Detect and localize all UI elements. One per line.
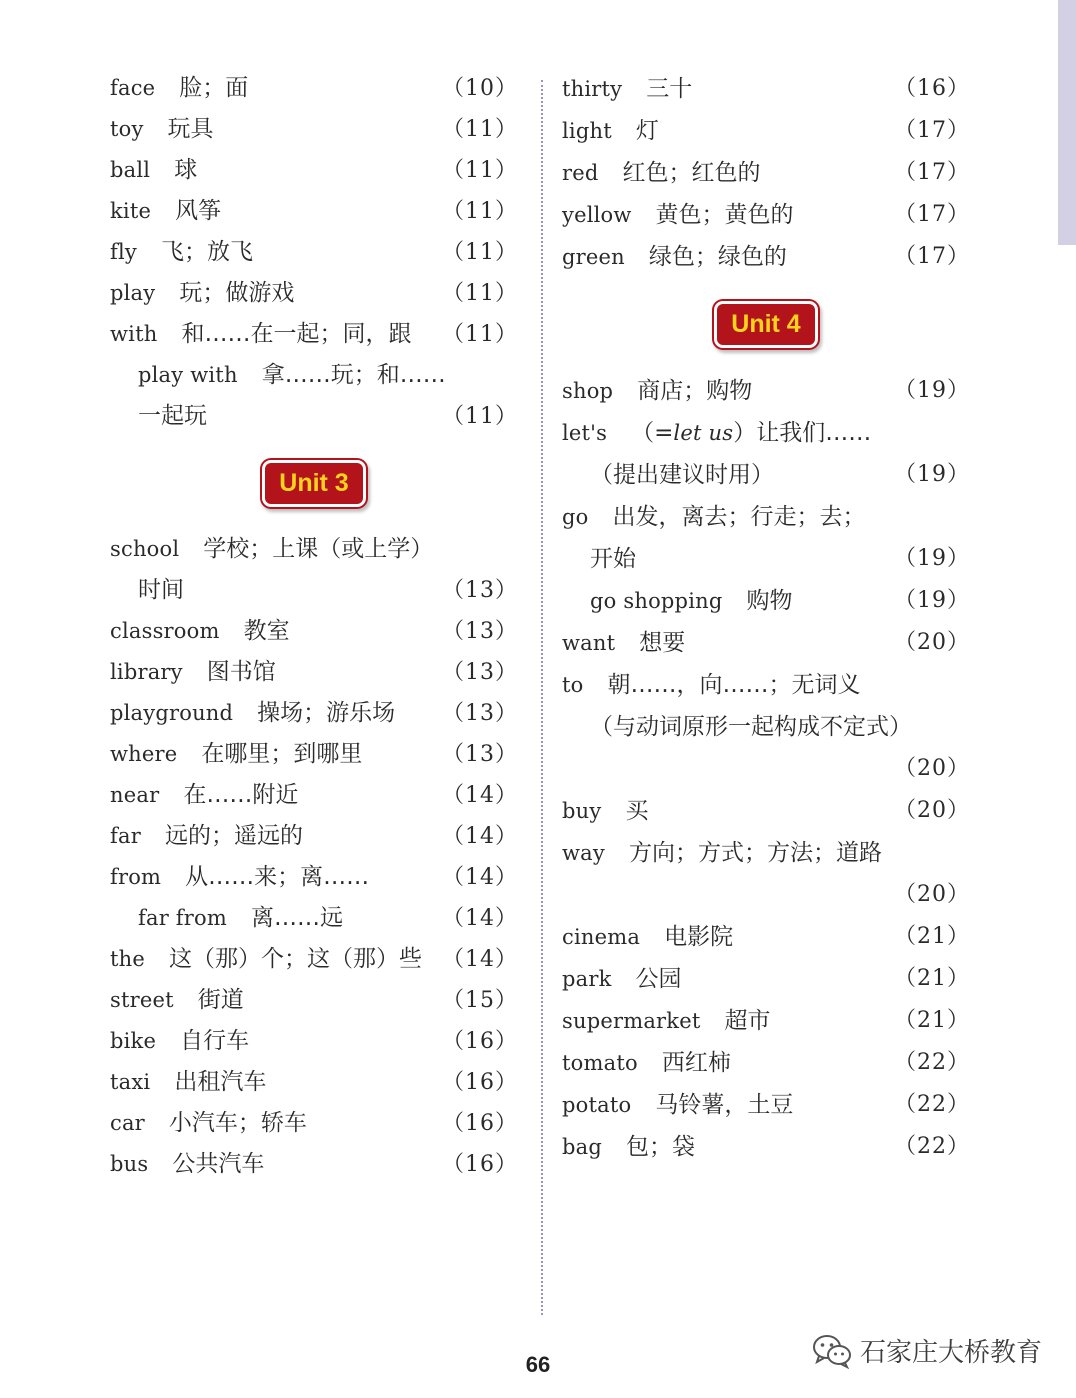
vocab-entry (110, 68, 518, 109)
page-reference: （20） (894, 630, 970, 655)
page-reference: （22） (894, 1050, 970, 1075)
page-reference: （11） (442, 322, 518, 347)
watermark (812, 1332, 1042, 1369)
english-word: taxi (110, 1070, 151, 1094)
vocab-entry (562, 110, 970, 152)
english-word: playground (110, 701, 234, 725)
english-italic: let us (673, 421, 734, 445)
english-word: car (110, 1111, 145, 1135)
chinese-meaning: 这（那）个；这（那）些 (169, 946, 422, 972)
vocab-entry (110, 529, 518, 570)
chinese-meaning: 脸；面 (179, 75, 249, 101)
chinese-meaning: 西红柿 (661, 1050, 731, 1076)
english-word: toy (110, 117, 144, 141)
chinese-meaning: 自行车 (180, 1028, 250, 1054)
page-reference: （21） (894, 924, 970, 949)
vocab-entry (110, 1144, 518, 1185)
page-reference: （15） (442, 988, 518, 1013)
english-word: want (562, 631, 616, 655)
page-reference: （16） (442, 1029, 518, 1054)
chinese-meaning: 绿色；绿色的 (648, 244, 787, 270)
page-reference: （19） (894, 588, 970, 613)
vocab-entry (562, 1000, 970, 1042)
vocab-entry (562, 832, 970, 874)
chinese-meaning: 包；袋 (626, 1134, 696, 1160)
vocab-entry (562, 412, 970, 454)
page-reference: （20） (894, 756, 970, 781)
chinese-meaning: 时间 (138, 577, 184, 603)
page-reference: （19） (894, 378, 970, 403)
english-word: to (562, 673, 584, 697)
english-word: with (110, 322, 158, 346)
page-reference: （13） (442, 660, 518, 685)
chinese-meaning: 黄色；黄色的 (655, 202, 794, 228)
wechat-icon (812, 1333, 852, 1369)
page-reference: （11） (442, 240, 518, 265)
english-word: face (110, 76, 156, 100)
chinese-meaning: 飞；放飞 (160, 239, 253, 265)
page-reference: （11） (442, 404, 518, 429)
english-word: far from (138, 906, 227, 930)
page-reference: （14） (442, 906, 518, 931)
english-word: far (110, 824, 141, 848)
english-word: cinema (562, 925, 641, 949)
vocab-entry (110, 150, 518, 191)
chinese-meaning: 三十 (646, 76, 693, 102)
chinese-meaning: 想要 (639, 630, 686, 656)
chinese-meaning: 玩具 (167, 116, 214, 142)
chinese-meaning: 出发，离去；行走；去； (612, 504, 866, 530)
chinese-meaning: 购物 (746, 588, 793, 614)
vocab-continuation (110, 396, 518, 437)
chinese-meaning: 拿……玩；和…… (261, 362, 446, 388)
vocab-entry (562, 194, 970, 236)
page-reference: （22） (894, 1134, 970, 1159)
column-divider (541, 80, 543, 1315)
chinese-meaning: 一起玩 (138, 403, 207, 429)
chinese-meaning: 和……在一起；同，跟 (181, 321, 412, 347)
chinese-meaning: 小汽车；轿车 (168, 1110, 307, 1136)
chinese-meaning: 灯 (635, 118, 659, 144)
vocab-entry (562, 236, 970, 278)
chinese-meaning: （提出建议时用） (590, 462, 774, 488)
page-reference: （19） (894, 462, 970, 487)
vocab-phrase (110, 355, 518, 396)
page-reference: （13） (442, 619, 518, 644)
chinese-meaning: 商店；购物 (637, 378, 753, 404)
chinese-meaning: 球 (174, 157, 198, 183)
vocab-entry (110, 980, 518, 1021)
vocab-entry (562, 1126, 970, 1168)
page-reference: （13） (442, 701, 518, 726)
left-column (110, 68, 518, 1185)
english-word: light (562, 119, 612, 143)
chinese-meaning: 朝……，向……；无词义 (607, 672, 861, 698)
page-reference: （20） (894, 798, 970, 823)
page-reference: （13） (442, 578, 518, 603)
english-word: go shopping (590, 589, 723, 613)
vocab-entry (562, 664, 970, 706)
page-reference: （14） (442, 783, 518, 808)
english-word: red (562, 161, 599, 185)
watermark-text: 石家庄大桥教育 (860, 1338, 1043, 1368)
vocab-continuation (562, 706, 970, 748)
chinese-meaning: 马铃薯，土豆 (655, 1092, 794, 1118)
vocab-entry (562, 1084, 970, 1126)
page-reference: （21） (894, 966, 970, 991)
vocab-entry (110, 273, 518, 314)
chinese-meaning: 方向；方式；方法；道路 (628, 840, 882, 866)
unit-badge: Unit 4 (717, 304, 814, 345)
chinese-meaning: 在……附近 (183, 782, 299, 808)
page-reference: （11） (442, 281, 518, 306)
english-word: play with (138, 363, 238, 387)
vocab-entry (110, 191, 518, 232)
english-word: library (110, 660, 183, 684)
vocab-entry (110, 1103, 518, 1144)
vocab-entry (110, 1021, 518, 1062)
chinese-meaning: 超市 (724, 1008, 771, 1034)
scrollbar-strip[interactable] (1058, 0, 1076, 245)
chinese-meaning: 图书馆 (206, 659, 276, 685)
vocab-phrase (110, 898, 518, 939)
english-word: potato (562, 1093, 632, 1117)
chinese-meaning: 出租汽车 (174, 1069, 267, 1095)
chinese-meaning: 玩；做游戏 (179, 280, 295, 306)
english-word: the (110, 947, 145, 971)
english-word: go (562, 505, 589, 529)
vocab-entry (110, 734, 518, 775)
english-word: play (110, 281, 156, 305)
chinese-meaning: ）让我们…… (733, 420, 872, 446)
page-reference: （16） (442, 1070, 518, 1095)
vocab-entry (562, 496, 970, 538)
vocab-entry (562, 622, 970, 664)
vocab-continuation (562, 874, 970, 916)
english-word: school (110, 537, 180, 561)
chinese-meaning: 开始 (590, 546, 636, 572)
unit-heading (110, 437, 518, 529)
vocab-continuation (110, 570, 518, 611)
chinese-meaning: 风筝 (175, 198, 222, 224)
chinese-meaning: 街道 (197, 987, 244, 1013)
vocab-continuation (562, 454, 970, 496)
chinese-meaning: 在哪里；到哪里 (201, 741, 363, 767)
page-number: 66 (525, 1352, 551, 1377)
vocab-phrase (562, 580, 970, 622)
chinese-meaning: 教室 (243, 618, 290, 644)
chinese-meaning: 从……来；离…… (185, 864, 370, 890)
english-word: way (562, 841, 605, 865)
vocab-entry (562, 790, 970, 832)
english-word: kite (110, 199, 152, 223)
chinese-meaning: 操场；游乐场 (257, 700, 396, 726)
vocab-entry (110, 1062, 518, 1103)
vocab-entry (110, 816, 518, 857)
chinese-meaning: 电影院 (664, 924, 734, 950)
chinese-meaning: 公园 (635, 966, 682, 992)
english-word: yellow (562, 203, 632, 227)
page-reference: （19） (894, 546, 970, 571)
vocab-entry (562, 68, 970, 110)
vocab-entry (562, 958, 970, 1000)
vocab-entry (110, 232, 518, 273)
english-word: green (562, 245, 625, 269)
vocab-entry (110, 939, 518, 980)
page-reference: （14） (442, 865, 518, 890)
vocab-entry (110, 693, 518, 734)
page-reference: （21） (894, 1008, 970, 1033)
english-word: supermarket (562, 1009, 701, 1033)
page-reference: （17） (894, 202, 970, 227)
chinese-meaning-prefix: （= (631, 420, 674, 446)
page-reference: （17） (894, 118, 970, 143)
english-word: tomato (562, 1051, 638, 1075)
page-reference: （13） (442, 742, 518, 767)
english-word: near (110, 783, 160, 807)
page-reference: （16） (894, 76, 970, 101)
vocab-entry (562, 370, 970, 412)
vocab-entry (562, 916, 970, 958)
page-reference: （16） (442, 1152, 518, 1177)
english-word: bus (110, 1152, 149, 1176)
vocab-continuation (562, 538, 970, 580)
english-word: shop (562, 379, 614, 403)
page-reference: （17） (894, 244, 970, 269)
english-word: from (110, 865, 162, 889)
english-word: bag (562, 1135, 603, 1159)
english-word: bike (110, 1029, 157, 1053)
english-word: street (110, 988, 174, 1012)
english-word: let's (562, 421, 608, 445)
chinese-meaning: 学校；上课（或上学） (203, 536, 434, 562)
vocab-entry (110, 314, 518, 355)
right-column (562, 68, 970, 1168)
page-reference: （22） (894, 1092, 970, 1117)
page-reference: （11） (442, 117, 518, 142)
page-reference: （20） (894, 882, 970, 907)
chinese-meaning: 公共汽车 (172, 1151, 265, 1177)
vocab-entry (562, 152, 970, 194)
page-reference: （17） (894, 160, 970, 185)
vocab-entry (110, 652, 518, 693)
vocab-entry (110, 109, 518, 150)
vocab-entry (110, 775, 518, 816)
english-word: thirty (562, 77, 623, 101)
chinese-meaning: 离……远 (250, 905, 343, 931)
chinese-meaning: （与动词原形一起构成不定式） (590, 714, 912, 740)
vocab-entry (562, 1042, 970, 1084)
page-reference: （16） (442, 1111, 518, 1136)
chinese-meaning: 红色；红色的 (622, 160, 761, 186)
vocab-entry (110, 611, 518, 652)
english-word: fly (110, 240, 137, 264)
english-word: classroom (110, 619, 220, 643)
unit-heading (562, 278, 970, 370)
english-word: ball (110, 158, 151, 182)
page-reference: （14） (442, 824, 518, 849)
page-reference: （14） (442, 947, 518, 972)
page-reference: （10） (442, 76, 518, 101)
english-word: where (110, 742, 178, 766)
unit-badge: Unit 3 (265, 463, 362, 504)
chinese-meaning: 远的；遥远的 (164, 823, 303, 849)
chinese-meaning: 买 (625, 798, 649, 824)
page-reference: （11） (442, 158, 518, 183)
english-word: buy (562, 799, 602, 823)
vocab-continuation (562, 748, 970, 790)
english-word: park (562, 967, 612, 991)
vocab-entry (110, 857, 518, 898)
page-reference: （11） (442, 199, 518, 224)
